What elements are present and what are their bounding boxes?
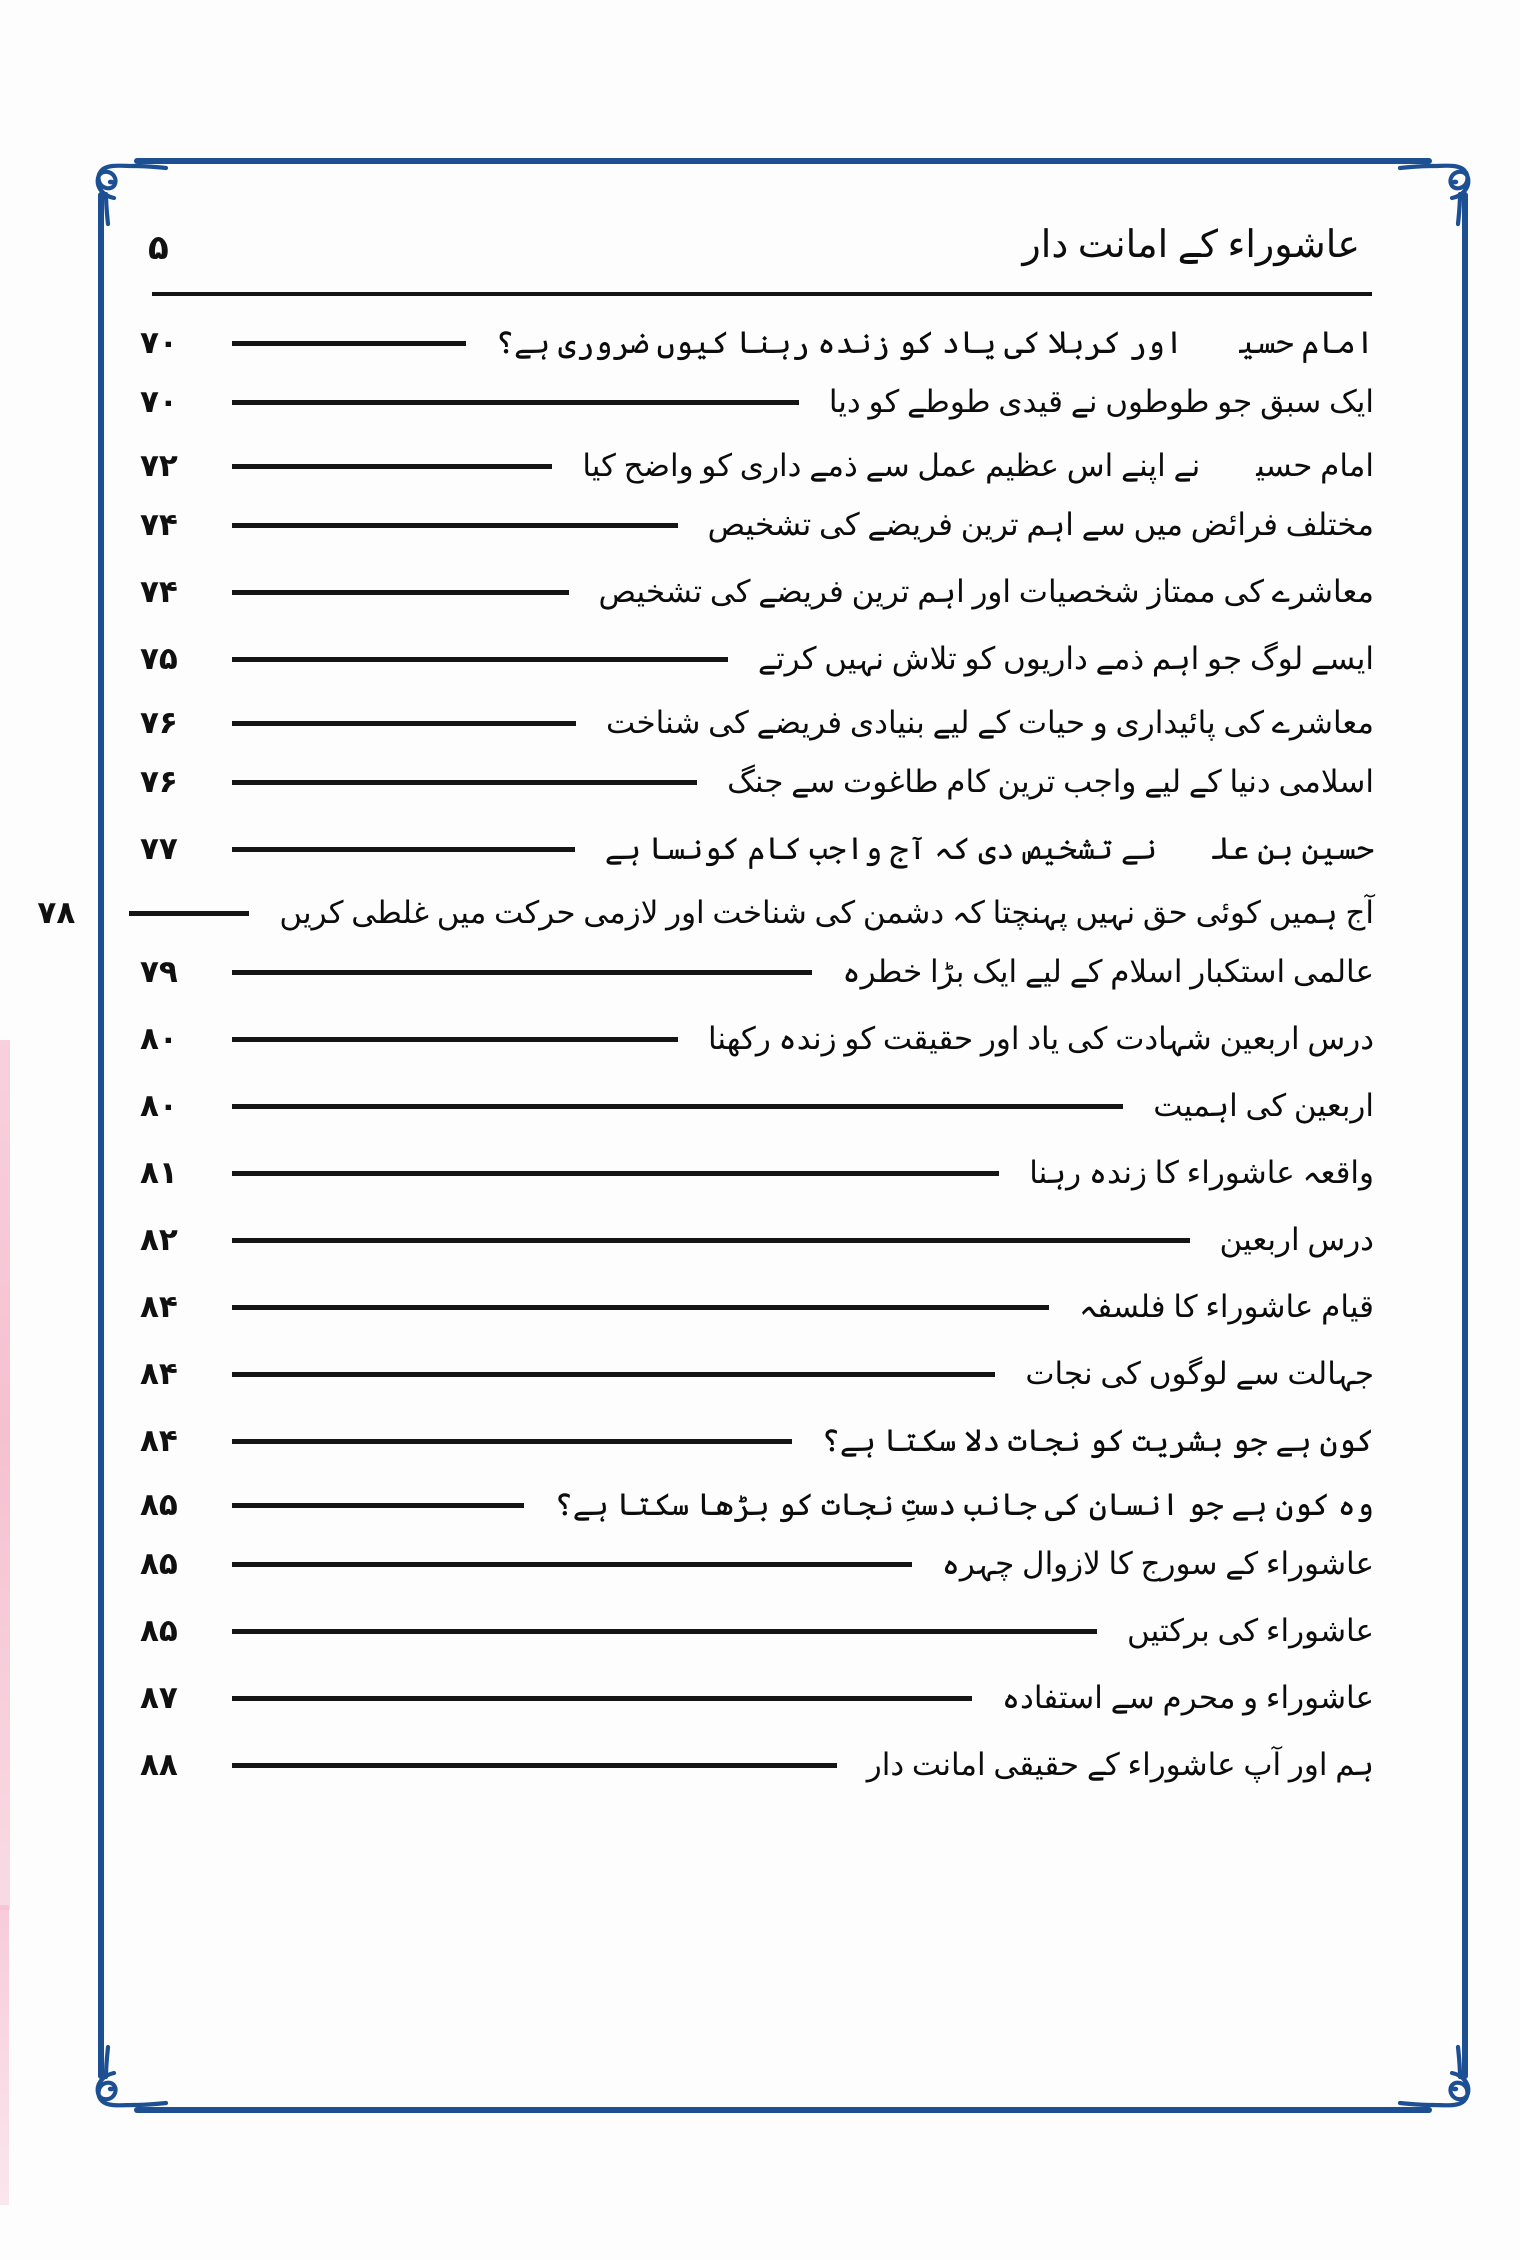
page-edge-artifact-lower — [0, 1905, 9, 2205]
toc-entry[interactable] — [140, 499, 1380, 551]
toc-leader-line — [232, 1696, 972, 1701]
toc-entry-title: مختلف فرائض میں سے اہم ترین فریضے کی تشخیص — [707, 506, 1374, 542]
toc-leader-line — [232, 847, 575, 852]
toc-entry-page-number: ۸۰ — [140, 1088, 178, 1124]
toc-entry-page-number: ۸۲ — [140, 1222, 178, 1258]
toc-entry[interactable] — [140, 1672, 1380, 1724]
toc-entry-page-number: ۸۵ — [140, 1546, 178, 1582]
toc-entry[interactable] — [140, 443, 1380, 489]
page-number: ۵ — [148, 228, 169, 268]
toc-leader-line — [232, 780, 697, 785]
page-title: عاشوراء کے امانت دار — [1022, 224, 1360, 266]
toc-leader-line — [232, 1305, 1049, 1310]
toc-entry-title: آج ہمیں کوئی حق نہیں پہنچتا کہ دشمن کی شناخت اور لازمی حرکت میں غلطی کریں — [279, 894, 1374, 930]
toc-entry-title: عاشوراء کے سورج کا لازوال چہرہ — [941, 1545, 1374, 1581]
toc-leader-line — [232, 721, 576, 726]
toc-leader-line — [232, 1171, 999, 1176]
toc-entry-title: جہالت سے لوگوں کی نجات — [1025, 1355, 1374, 1391]
frame-line-bottom — [134, 2107, 1432, 2113]
toc-entry-title: ایسے لوگ جو اہم ذمے داریوں کو تلاش نہیں کرتے — [757, 640, 1374, 676]
table-of-contents — [37, 320, 1380, 1806]
toc-entry-page-number: ۷۲ — [140, 448, 178, 484]
toc-leader-line — [232, 1372, 995, 1377]
toc-entry[interactable] — [140, 320, 1380, 366]
toc-leader-line — [232, 1503, 524, 1508]
toc-entry-page-number: ۷۷ — [140, 831, 178, 867]
toc-entry-title: معاشرے کی ممتاز شخصیات اور اہم ترین فریضے کی تشخیص — [598, 573, 1374, 609]
toc-leader-line — [232, 464, 552, 469]
toc-entry-page-number: ۸۴ — [140, 1356, 178, 1392]
toc-entry-page-number: ۷۴ — [140, 507, 178, 543]
toc-entry-title: امام حسینؑ نے اپنے اس عظیم عمل سے ذمے داری کو واضح کیا — [582, 447, 1374, 483]
toc-entry-page-number: ۷۰ — [140, 384, 178, 420]
toc-entry[interactable] — [140, 700, 1380, 746]
toc-entry-title: وہ کون ہے جو انسان کی جانب دستِ نجات کو بڑھا سکتا ہے؟ — [554, 1486, 1374, 1522]
frame-line-left — [98, 192, 104, 2079]
toc-entry[interactable] — [140, 566, 1380, 618]
toc-entry-page-number: ۸۷ — [140, 1680, 178, 1716]
toc-entry-page-number: ۸۸ — [140, 1747, 178, 1783]
toc-entry[interactable] — [37, 890, 1380, 936]
toc-entry-page-number: ۷۶ — [140, 764, 178, 800]
toc-entry-page-number: ۷۹ — [140, 954, 178, 990]
toc-entry[interactable] — [140, 1013, 1380, 1065]
toc-entry-title: معاشرے کی پائیداری و حیات کے لیے بنیادی فریضے کی شناخت — [606, 704, 1374, 740]
toc-entry-page-number: ۷۸ — [37, 895, 76, 931]
toc-leader-line — [232, 1763, 837, 1768]
corner-ornament-icon — [84, 2041, 170, 2127]
toc-entry-page-number: ۷۶ — [140, 705, 178, 741]
toc-entry[interactable] — [140, 1147, 1380, 1199]
page-edge-artifact — [0, 1040, 10, 1910]
toc-entry-page-number: ۸۵ — [140, 1487, 178, 1523]
toc-entry[interactable] — [140, 823, 1380, 875]
toc-entry-title: قیام عاشوراء کا فلسفہ — [1079, 1288, 1374, 1324]
toc-entry[interactable] — [140, 376, 1380, 428]
toc-leader-line — [232, 1439, 792, 1444]
toc-entry-title: ایک سبق جو طوطوں نے قیدی طوطے کو دیا — [828, 383, 1374, 419]
toc-entry-title: امام حسینؑ اور کربلا کی یاد کو زندہ رہنا کیوں ضروری ہے؟ — [495, 324, 1374, 360]
toc-entry[interactable] — [140, 1281, 1380, 1333]
toc-leader-line — [232, 1104, 1123, 1109]
toc-entry-title: عاشوراء کی برکتیں — [1127, 1612, 1374, 1648]
toc-entry-title: حسین بن علیؑ نے تشخیص دی کہ آج واجب کام کونسا ہے — [604, 830, 1374, 866]
toc-entry-page-number: ۷۰ — [140, 325, 178, 361]
toc-entry-title: عالمی استکبار اسلام کے لیے ایک بڑا خطرہ — [842, 953, 1374, 989]
toc-entry-title: کون ہے جو بشریت کو نجات دلا سکتا ہے؟ — [821, 1422, 1374, 1458]
toc-leader-line — [232, 1238, 1190, 1243]
corner-ornament-icon — [1396, 2041, 1482, 2127]
frame-line-top — [134, 158, 1432, 164]
toc-entry[interactable] — [140, 756, 1380, 808]
toc-entry-page-number: ۷۴ — [140, 574, 178, 610]
toc-entry-page-number: ۸۰ — [140, 1021, 178, 1057]
toc-entry[interactable] — [140, 633, 1380, 685]
toc-entry-page-number: ۷۵ — [140, 641, 178, 677]
toc-leader-line — [232, 1629, 1097, 1634]
toc-entry[interactable] — [140, 1348, 1380, 1400]
toc-leader-line — [232, 1562, 912, 1567]
corner-ornament-icon — [84, 144, 170, 230]
toc-entry-page-number: ۸۴ — [140, 1423, 178, 1459]
frame-line-right — [1462, 192, 1468, 2079]
toc-entry-page-number: ۸۱ — [140, 1155, 178, 1191]
toc-entry[interactable] — [140, 1415, 1380, 1467]
toc-leader-line — [232, 1037, 678, 1042]
toc-entry[interactable] — [140, 1605, 1380, 1657]
toc-leader-line — [232, 590, 569, 595]
toc-entry[interactable] — [140, 946, 1380, 998]
toc-entry-title: ہم اور آپ عاشوراء کے حقیقی امانت دار — [866, 1746, 1374, 1782]
toc-entry-title: درس اربعین — [1219, 1221, 1374, 1257]
corner-ornament-icon — [1396, 144, 1482, 230]
toc-entry-page-number: ۸۵ — [140, 1613, 178, 1649]
toc-entry-title: درس اربعین شہادت کی یاد اور حقیقت کو زندہ رکھنا — [707, 1020, 1374, 1056]
toc-entry-page-number: ۸۴ — [140, 1289, 178, 1325]
header-divider — [152, 292, 1372, 296]
toc-leader-line — [232, 400, 799, 405]
toc-entry[interactable] — [140, 1538, 1380, 1590]
toc-leader-line — [129, 911, 249, 916]
toc-entry-title: عاشوراء و محرم سے استفادہ — [1001, 1679, 1374, 1715]
toc-leader-line — [232, 657, 728, 662]
toc-entry[interactable] — [140, 1080, 1380, 1132]
toc-entry-title: اربعین کی اہمیت — [1153, 1087, 1374, 1123]
toc-entry-title: واقعہ عاشوراء کا زندہ رہنا — [1029, 1154, 1374, 1190]
toc-entry[interactable] — [140, 1739, 1380, 1791]
toc-entry-title: اسلامی دنیا کے لیے واجب ترین کام طاغوت سے جنگ — [727, 763, 1374, 799]
toc-leader-line — [232, 341, 466, 346]
toc-entry[interactable] — [140, 1214, 1380, 1266]
toc-leader-line — [232, 523, 678, 528]
toc-leader-line — [232, 970, 812, 975]
toc-entry[interactable] — [140, 1482, 1380, 1528]
